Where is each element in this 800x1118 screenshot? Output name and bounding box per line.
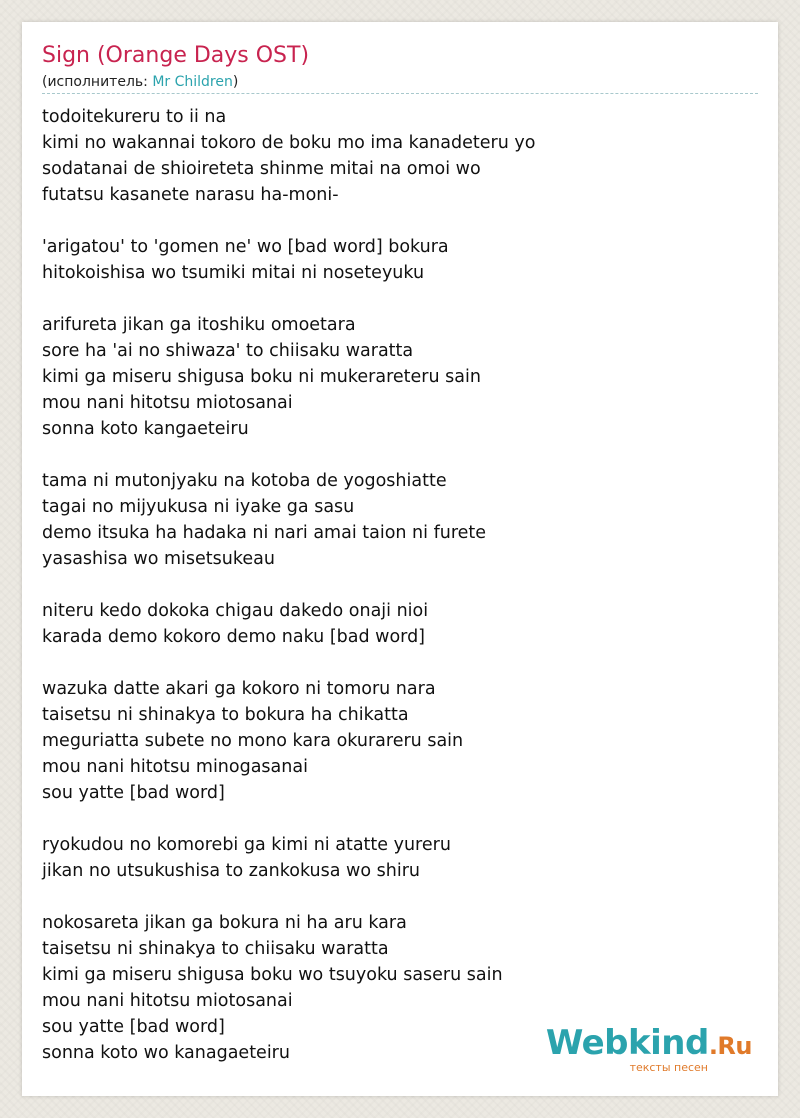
lyric-stanza xyxy=(42,468,758,572)
lyrics-sheet xyxy=(22,22,778,1096)
lyric-line: mou nani hitotsu miotosanai xyxy=(42,393,293,413)
lyric-stanza xyxy=(42,312,758,442)
lyric-line: hitokoishisa wo tsumiki mitai ni noseteyuku xyxy=(42,263,425,283)
lyric-line: futatsu kasanete narasu ha-moni- xyxy=(42,185,339,205)
lyric-line: wazuka datte akari ga kokoro ni tomoru nara xyxy=(42,679,436,699)
lyric-line: 'arigatou' to 'gomen ne' wo [bad word] bokura xyxy=(42,237,449,257)
lyric-line: tama ni mutonjyaku na kotoba de yogoshiatte xyxy=(42,471,447,491)
header-divider xyxy=(42,93,758,94)
lyric-line: taisetsu ni shinakya to chiisaku waratta xyxy=(42,939,389,959)
lyric-line: karada demo kokoro demo naku [bad word] xyxy=(42,627,426,647)
artist-suffix: ) xyxy=(232,74,239,90)
lyric-line: nokosareta jikan ga bokura ni ha aru kara xyxy=(42,913,407,933)
lyric-line: arifureta jikan ga itoshiku omoetara xyxy=(42,315,356,335)
lyric-line: jikan no utsukushisa to zankokusa wo shiru xyxy=(42,861,420,881)
brand-tld: .Ru xyxy=(708,1032,752,1060)
page-title: Sign (Orange Days OST) xyxy=(42,43,310,68)
lyric-line: kimi ga miseru shigusa boku ni mukerareteru sain xyxy=(42,367,481,387)
lyric-line: sodatanai de shioireteta shinme mitai na omoi wo xyxy=(42,159,481,179)
lyric-line: taisetsu ni shinakya to bokura ha chikatta xyxy=(42,705,409,725)
lyric-stanza xyxy=(42,234,758,286)
site-logo[interactable] xyxy=(545,1023,752,1074)
lyric-line: sou yatte [bad word] xyxy=(42,783,225,803)
lyric-line: kimi no wakannai tokoro de boku mo ima kanadeteru yo xyxy=(42,133,536,153)
lyric-line: ryokudou no komorebi ga kimi ni atatte yureru xyxy=(42,835,451,855)
lyric-stanza xyxy=(42,676,758,806)
lyric-line: tagai no mijyukusa ni iyake ga sasu xyxy=(42,497,355,517)
brand-name: Webkind xyxy=(545,1023,709,1063)
lyric-line: demo itsuka ha hadaka ni nari amai taion ni furete xyxy=(42,523,487,543)
lyric-line: sonna koto kangaeteiru xyxy=(42,419,249,439)
lyric-line: yasashisa wo misetsukeau xyxy=(42,549,275,569)
lyric-line: mou nani hitotsu miotosanai xyxy=(42,991,293,1011)
lyric-stanza xyxy=(42,598,758,650)
lyric-line: mou nani hitotsu minogasanai xyxy=(42,757,308,777)
brand-wordmark xyxy=(546,1024,752,1065)
artist-line xyxy=(42,73,238,91)
lyrics-body xyxy=(42,104,758,1092)
lyric-line: meguriatta subete no mono kara okurareru sain xyxy=(42,731,464,751)
lyric-stanza xyxy=(42,104,758,208)
lyric-line: sonna koto wo kanagaeteiru xyxy=(42,1043,290,1063)
lyric-line: sou yatte [bad word] xyxy=(42,1017,225,1037)
lyric-line: todoitekureru to ii na xyxy=(42,107,227,127)
brand-tagline: тексты песен xyxy=(629,1061,708,1074)
lyric-stanza xyxy=(42,832,758,884)
lyric-line: sore ha 'ai no shiwaza' to chiisaku waratta xyxy=(42,341,414,361)
lyric-line: niteru kedo dokoka chigau dakedo onaji nioi xyxy=(42,601,429,621)
artist-prefix: (исполнитель: xyxy=(42,74,153,90)
lyric-line: kimi ga miseru shigusa boku wo tsuyoku saseru sain xyxy=(42,965,503,985)
artist-link[interactable]: Mr Children xyxy=(152,74,233,90)
